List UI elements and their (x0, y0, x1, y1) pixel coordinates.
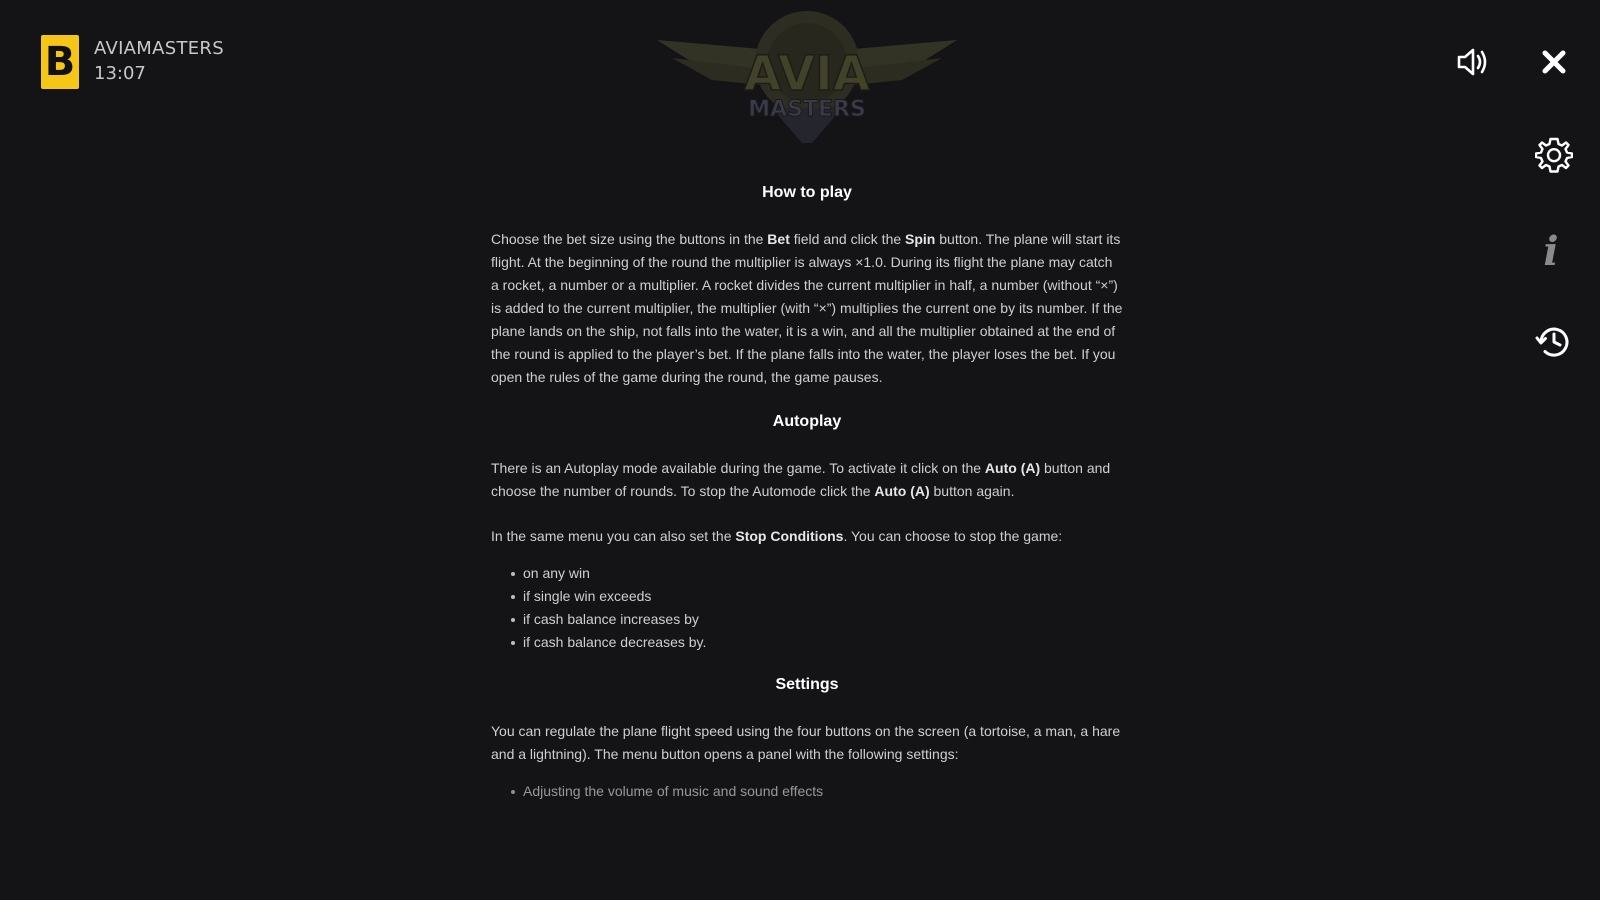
text-run: Choose the bet size using the buttons in the (491, 231, 768, 247)
list-item: if cash balance increases by (523, 608, 1123, 631)
spin-keyword: Spin (905, 231, 936, 247)
brand-header (41, 35, 224, 89)
autoplay-text (491, 457, 1123, 503)
settings-text: You can regulate the plane flight speed using the four buttons on the screen (a tortoise, a man, a hare and a lightning). The menu button opens a panel with the following settings: (491, 723, 1121, 762)
svg-text:i: i (1543, 228, 1559, 269)
info-button[interactable] (1529, 226, 1573, 270)
section-settings (491, 674, 1123, 803)
text-run: In the same menu you can also set the (491, 528, 736, 544)
close-icon (1541, 49, 1567, 75)
list-item: if single win exceeds (523, 585, 1123, 608)
list-item: on any win (523, 562, 1123, 585)
text-run: . You can choose to stop the game: (843, 528, 1063, 544)
history-icon (1535, 323, 1573, 361)
list-item: if cash balance decreases by. (523, 631, 1123, 654)
list-item: Adjusting the volume of music and sound effects (523, 780, 1123, 803)
speaker-volume-icon (1455, 45, 1489, 79)
game-logo-graphic (652, 8, 962, 148)
clock-time: 13:07 (94, 63, 146, 84)
sound-button[interactable] (1450, 40, 1494, 84)
text-run: There is an Autoplay mode available during the game. To activate it click on the (491, 460, 985, 476)
bet-keyword: Bet (767, 231, 790, 247)
brand-text (94, 37, 224, 87)
text-run: button and choose the number of rounds. To stop the Automode click the (491, 460, 1111, 499)
settings-button[interactable] (1532, 133, 1576, 177)
settings-list (491, 780, 1123, 803)
gear-icon (1535, 136, 1573, 174)
autoplay-title: Autoplay (772, 413, 842, 430)
rules-content (491, 168, 1123, 823)
game-logo-line1: AVIA (743, 46, 871, 102)
history-button[interactable] (1532, 320, 1576, 364)
text-run: field and click the (789, 231, 906, 247)
text-run: button again. (929, 483, 1015, 499)
settings-title: Settings (775, 676, 839, 693)
game-logo-line2: MASTERS (748, 97, 866, 122)
close-button[interactable] (1532, 40, 1576, 84)
auto-keyword: Auto (A) (984, 460, 1041, 476)
game-name: AVIAMASTERS (94, 38, 224, 59)
brand-logo: B (41, 35, 79, 89)
game-logo (652, 8, 962, 148)
stop-conditions-list (491, 562, 1123, 654)
text-run: button. The plane will start its flight. At the beginning of the round the multiplier is always ×1.0. During its flight the plane may catch a rocket, a number or a multiplier. A rocket divides the current multiplier in half, a number (without “×”) is added to the current multiplier, the multiplier (with “×”) multiplies the current one by its number. If the plane lands on the ship, not falls into the water, it is a win, and all the multiplier obtained at the end of the round is applied to the player’s bet. If the plane falls into the water, the player loses the bet. If you open the rules of the game during the round, the game pauses. (491, 231, 1123, 385)
stop-conditions-text (491, 525, 1123, 548)
how-to-play-title: How to play (762, 184, 852, 201)
info-icon (1536, 227, 1566, 269)
how-to-play-text (491, 228, 1123, 389)
section-autoplay (491, 411, 1123, 654)
stop-conditions-keyword: Stop Conditions (735, 528, 844, 544)
section-how-to-play (491, 182, 1123, 389)
auto-keyword: Auto (A) (874, 483, 930, 499)
